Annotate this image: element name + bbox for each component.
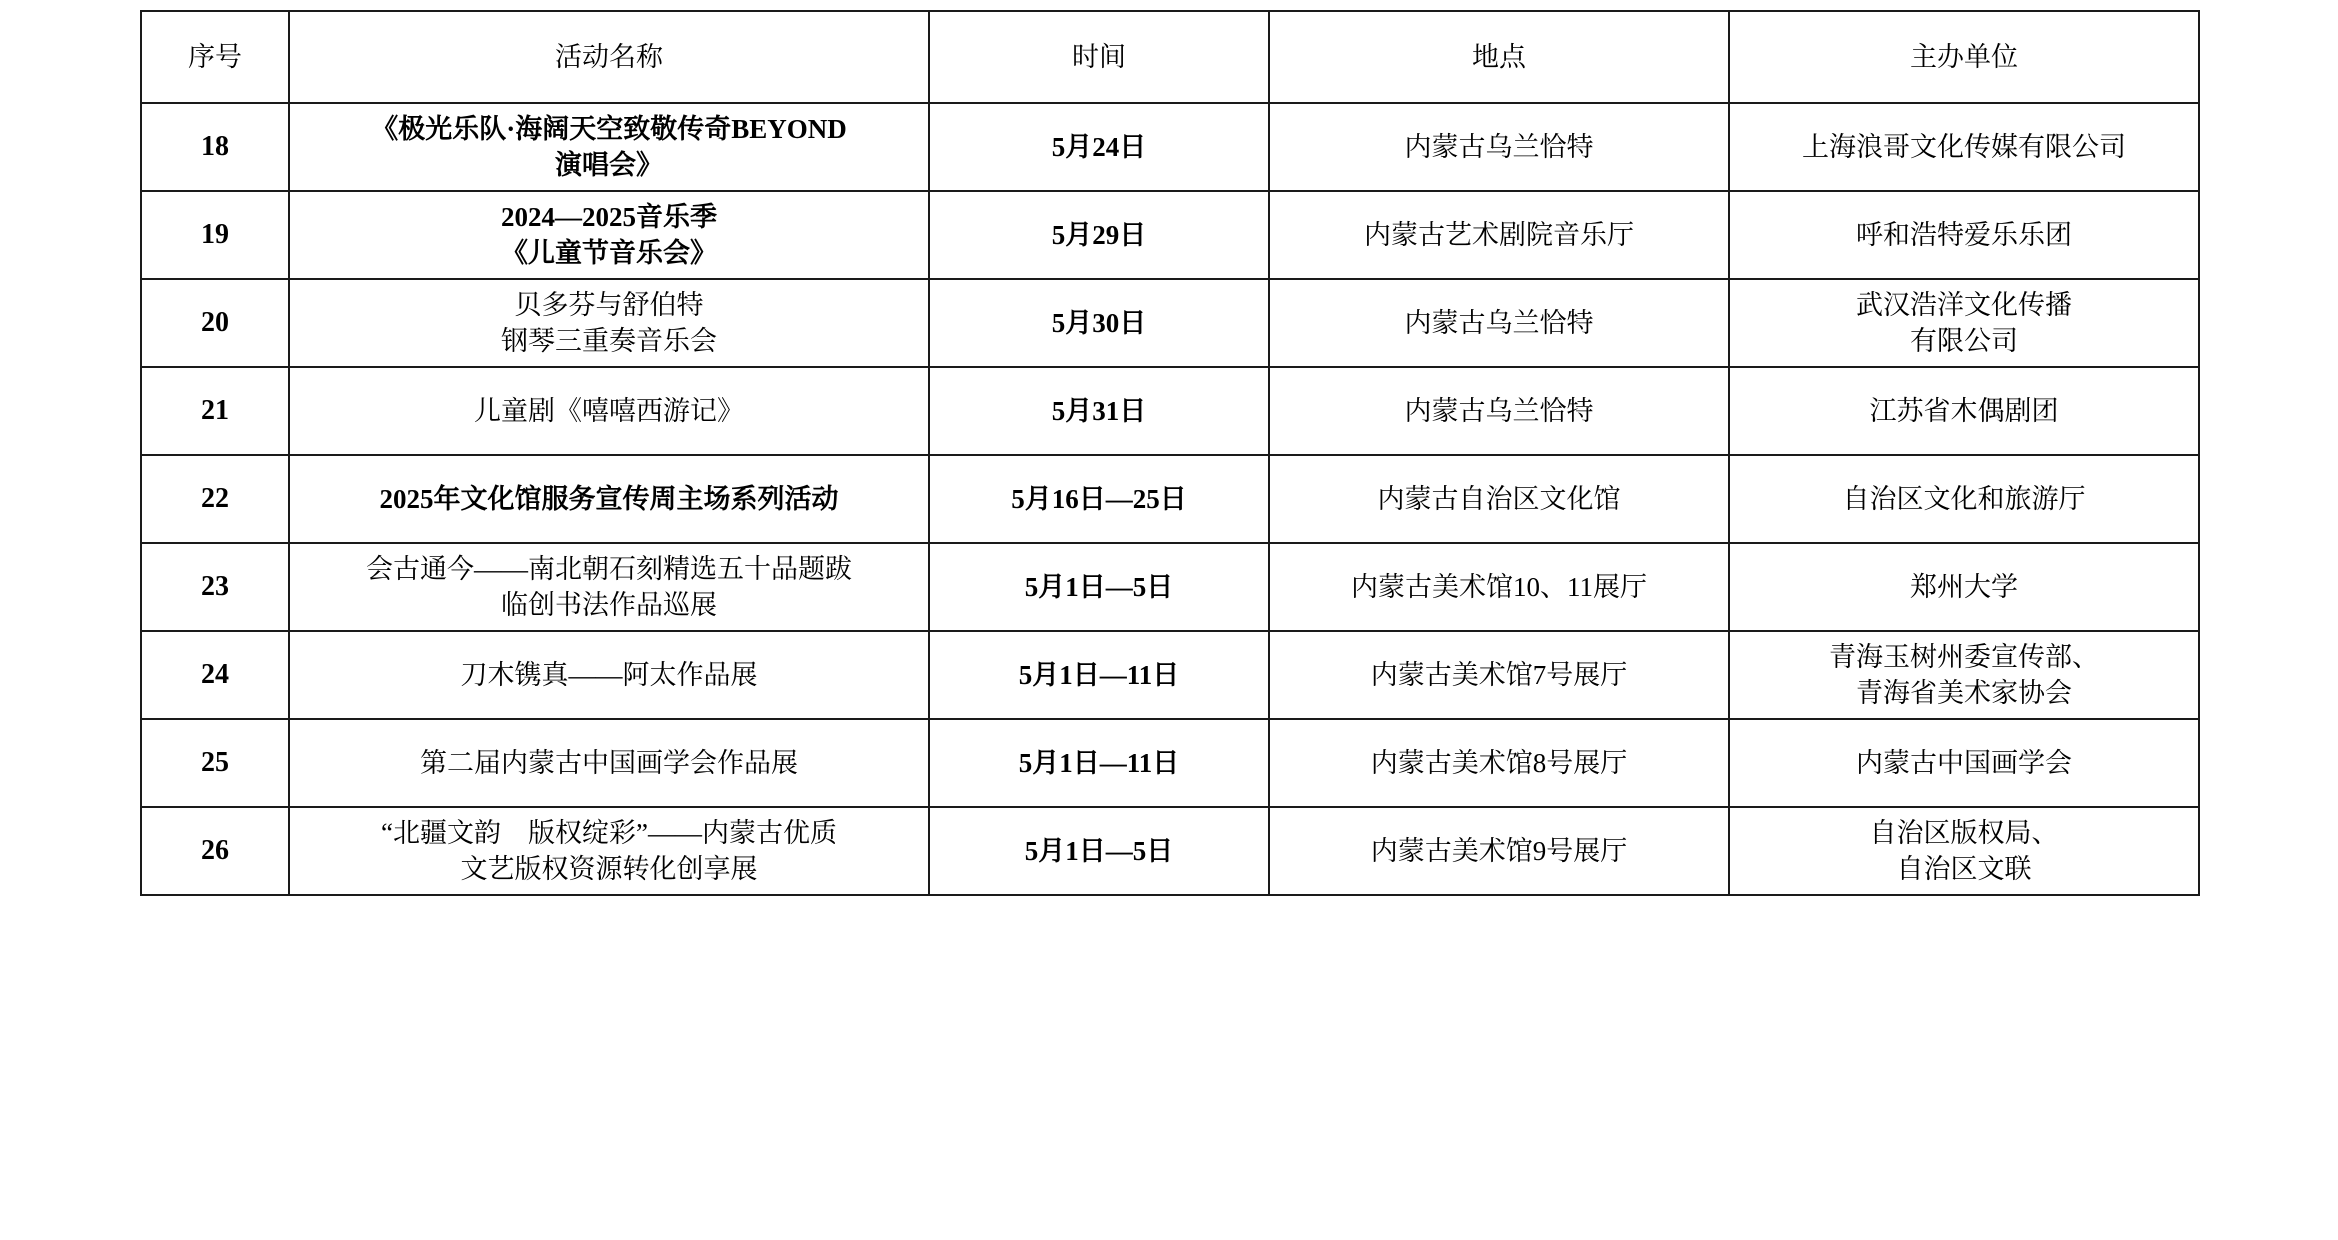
cell-time: 5月31日	[929, 367, 1269, 455]
cell-activity-name: 儿童剧《嘻嘻西游记》	[289, 367, 929, 455]
cell-activity-name: 《极光乐队·海阔天空致敬传奇BEYOND 演唱会》	[289, 103, 929, 191]
table-body	[141, 103, 2199, 895]
cell-place: 内蒙古美术馆7号展厅	[1269, 631, 1729, 719]
column-header-time: 时间	[929, 11, 1269, 103]
cell-organizer: 自治区版权局、 自治区文联	[1729, 807, 2199, 895]
column-header-name: 活动名称	[289, 11, 929, 103]
cell-organizer: 自治区文化和旅游厅	[1729, 455, 2199, 543]
cell-organizer: 青海玉树州委宣传部、 青海省美术家协会	[1729, 631, 2199, 719]
table-row	[141, 455, 2199, 543]
column-header-no: 序号	[141, 11, 289, 103]
cell-sequence-number: 23	[141, 543, 289, 631]
cell-place: 内蒙古乌兰恰特	[1269, 279, 1729, 367]
cell-organizer: 江苏省木偶剧团	[1729, 367, 2199, 455]
cell-activity-name: 刀木镌真——阿太作品展	[289, 631, 929, 719]
column-header-org: 主办单位	[1729, 11, 2199, 103]
table-row	[141, 631, 2199, 719]
cell-sequence-number: 22	[141, 455, 289, 543]
cell-sequence-number: 18	[141, 103, 289, 191]
table-row	[141, 191, 2199, 279]
table-row	[141, 367, 2199, 455]
table-row	[141, 807, 2199, 895]
table-row	[141, 103, 2199, 191]
cell-time: 5月1日—5日	[929, 807, 1269, 895]
table-row	[141, 719, 2199, 807]
cell-place: 内蒙古艺术剧院音乐厅	[1269, 191, 1729, 279]
cell-organizer: 郑州大学	[1729, 543, 2199, 631]
cell-place: 内蒙古乌兰恰特	[1269, 367, 1729, 455]
cell-time: 5月29日	[929, 191, 1269, 279]
cell-time: 5月1日—5日	[929, 543, 1269, 631]
table-row	[141, 279, 2199, 367]
cell-sequence-number: 21	[141, 367, 289, 455]
cell-time: 5月1日—11日	[929, 719, 1269, 807]
cell-activity-name: 2024—2025音乐季 《儿童节音乐会》	[289, 191, 929, 279]
cell-time: 5月30日	[929, 279, 1269, 367]
cell-time: 5月24日	[929, 103, 1269, 191]
cell-sequence-number: 24	[141, 631, 289, 719]
cell-organizer: 武汉浩洋文化传播 有限公司	[1729, 279, 2199, 367]
cell-time: 5月16日—25日	[929, 455, 1269, 543]
column-header-place: 地点	[1269, 11, 1729, 103]
cell-sequence-number: 19	[141, 191, 289, 279]
table-row	[141, 543, 2199, 631]
cell-organizer: 内蒙古中国画学会	[1729, 719, 2199, 807]
cell-time: 5月1日—11日	[929, 631, 1269, 719]
cell-sequence-number: 25	[141, 719, 289, 807]
cell-activity-name: “北疆文韵 版权绽彩”——内蒙古优质 文艺版权资源转化创享展	[289, 807, 929, 895]
cell-activity-name: 贝多芬与舒伯特 钢琴三重奏音乐会	[289, 279, 929, 367]
cell-activity-name: 2025年文化馆服务宣传周主场系列活动	[289, 455, 929, 543]
cell-activity-name: 第二届内蒙古中国画学会作品展	[289, 719, 929, 807]
cell-sequence-number: 26	[141, 807, 289, 895]
table-header	[141, 11, 2199, 103]
cell-place: 内蒙古美术馆8号展厅	[1269, 719, 1729, 807]
cell-organizer: 上海浪哥文化传媒有限公司	[1729, 103, 2199, 191]
cell-place: 内蒙古自治区文化馆	[1269, 455, 1729, 543]
cell-activity-name: 会古通今——南北朝石刻精选五十品题跋 临创书法作品巡展	[289, 543, 929, 631]
cell-place: 内蒙古美术馆9号展厅	[1269, 807, 1729, 895]
cell-place: 内蒙古乌兰恰特	[1269, 103, 1729, 191]
table-header-row	[141, 11, 2199, 103]
activities-table	[140, 10, 2200, 896]
cell-organizer: 呼和浩特爱乐乐团	[1729, 191, 2199, 279]
cell-sequence-number: 20	[141, 279, 289, 367]
cell-place: 内蒙古美术馆10、11展厅	[1269, 543, 1729, 631]
